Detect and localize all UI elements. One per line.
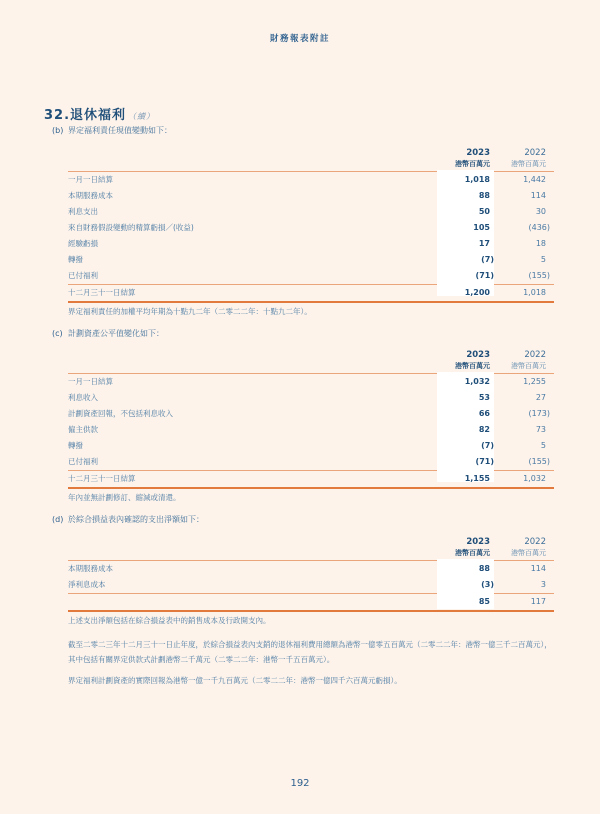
table-row: 來自財務假設變動的精算虧損／(收益) 105 (436) [68,223,550,232]
table-b [68,148,554,303]
part-b-note: 界定福利責任的加權平均年期為十點九二年（二零二二年：十點九二年）。 [68,307,312,316]
header-year-2022: 2022 [524,148,546,158]
part-c-letter: (c) [52,329,63,338]
part-c-note: 年內並無計劃修訂、縮減或清還。 [68,493,181,502]
table-row: 本期服務成本 88 114 [68,564,546,573]
section-title-text: 退休福利 [70,108,127,123]
part-c-heading-text: 計劃資產公平值變化如下： [68,329,164,338]
table-row: 一月一日結算 1,018 1,442 [68,175,546,184]
part-b-letter: (b) [52,126,64,135]
expense-note-2: 截至二零二三年十二月三十一日止年度，於綜合損益表內支銷的退休福利費用總額為港幣一億零五百萬元（二零二二年：港幣一億三千二百萬元），其中包括有關界定供款式計劃港幣二千萬元（二零二二年：港幣一千五百萬元）。 [68,640,552,664]
header-year-2022: 2022 [524,350,546,360]
table-row: 僱主供款 82 73 [68,425,546,434]
table-total-row: 十二月三十一日結算 1,200 1,018 [68,288,546,297]
table-row: 已付福利 (71) (155) [68,271,550,280]
section-number: 32. [44,108,71,123]
total-rule [68,301,554,303]
header-unit-2022: 港幣百萬元 [511,549,546,557]
continued-marker: （續） [128,112,156,121]
table-d [68,537,554,612]
header-unit-2022: 港幣百萬元 [511,160,546,168]
table-total-row: 85 117 [478,597,546,606]
header-unit-2023: 港幣百萬元 [455,549,490,557]
part-c-heading [52,328,164,339]
header-unit-2023: 港幣百萬元 [455,160,490,168]
table-c [68,350,554,489]
running-head: 財務報表附註 [269,34,330,44]
header-unit-2023: 港幣百萬元 [455,362,490,370]
part-d-letter: (d) [52,515,64,524]
expense-note-3: 界定福利計劃資產的實際回報為港幣一億一千九百萬元（二零二二年：港幣一億四千六百萬元虧損）。 [68,676,402,685]
table-row: 已付福利 (71) (155) [68,457,550,466]
part-b-heading-text: 界定福利責任現值變動如下： [68,126,172,135]
table-row: 淨利息成本 (3) 3 [68,580,546,589]
table-row: 轉撥 (7) 5 [68,441,546,450]
header-unit-2022: 港幣百萬元 [511,362,546,370]
expense-note-1: 上述支出淨額包括在綜合損益表中的銷售成本及行政開支內。 [68,616,271,625]
section-title [44,104,155,123]
table-row: 一月一日結算 1,032 1,255 [68,377,546,386]
table-row: 計劃資產回報，不包括利息收入 66 (173) [68,409,550,418]
header-year-2023: 2023 [466,537,490,547]
page-number: 192 [290,778,310,789]
header-year-2023: 2023 [466,350,490,360]
table-row: 利息支出 50 30 [68,207,546,216]
header-year-2023: 2023 [466,148,490,158]
header-year-2022: 2022 [524,537,546,547]
table-row: 轉撥 (7) 5 [68,255,546,264]
table-total-row: 十二月三十一日結算 1,155 1,032 [68,474,546,483]
total-rule [68,487,554,489]
total-rule [68,610,554,612]
table-row: 利息收入 53 27 [68,393,546,402]
part-d-heading [52,514,204,525]
part-b-heading [52,125,172,136]
table-row: 本期服務成本 88 114 [68,191,546,200]
table-row: 經驗虧損 17 18 [68,239,546,248]
part-d-heading-text: 於綜合損益表內確認的支出淨額如下： [68,515,204,524]
